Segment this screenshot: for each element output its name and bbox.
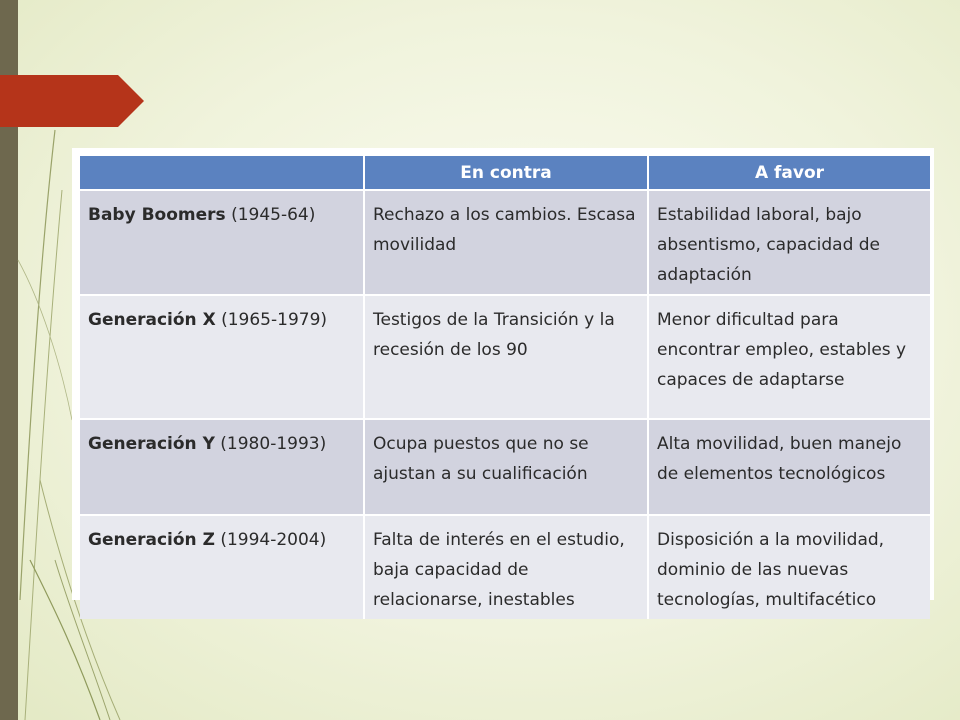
generations-table [80, 156, 930, 619]
header-a-favor: A favor [648, 156, 930, 190]
against-cell: Testigos de la Transición y la recesión de los 90 [364, 295, 648, 419]
favor-cell: Disposición a la movilidad, dominio de las nuevas tecnologías, multifacético [648, 515, 930, 619]
generation-name: Baby Boomers [88, 205, 226, 225]
generation-years: (1945-64) [231, 205, 316, 225]
against-cell: Ocupa puestos que no se ajustan a su cualificación [364, 419, 648, 515]
table-row [80, 190, 930, 295]
favor-cell: Menor dificultad para encontrar empleo, estables y capaces de adaptarse [648, 295, 930, 419]
generation-years: (1980-1993) [220, 434, 327, 454]
generation-name: Generación Z [88, 530, 215, 550]
generation-years: (1965-1979) [221, 310, 328, 330]
generations-table-frame [72, 148, 934, 610]
header-en-contra: En contra [364, 156, 648, 190]
generation-cell [80, 190, 364, 295]
favor-cell: Alta movilidad, buen manejo de elementos tecnológicos [648, 419, 930, 515]
generation-years: (1994-2004) [220, 530, 327, 550]
header-generation [80, 156, 364, 190]
table-header-row [80, 156, 930, 190]
against-cell: Rechazo a los cambios. Escasa movilidad [364, 190, 648, 295]
generation-cell [80, 295, 364, 419]
generation-name: Generación X [88, 310, 216, 330]
generation-cell [80, 419, 364, 515]
generation-name: Generación Y [88, 434, 215, 454]
favor-cell: Estabilidad laboral, bajo absentismo, capacidad de adaptación [648, 190, 930, 295]
generation-cell [80, 515, 364, 619]
table-row [80, 515, 930, 619]
against-cell: Falta de interés en el estudio, baja capacidad de relacionarse, inestables [364, 515, 648, 619]
table-row [80, 419, 930, 515]
table-row [80, 295, 930, 419]
red-accent-tab [0, 75, 150, 131]
